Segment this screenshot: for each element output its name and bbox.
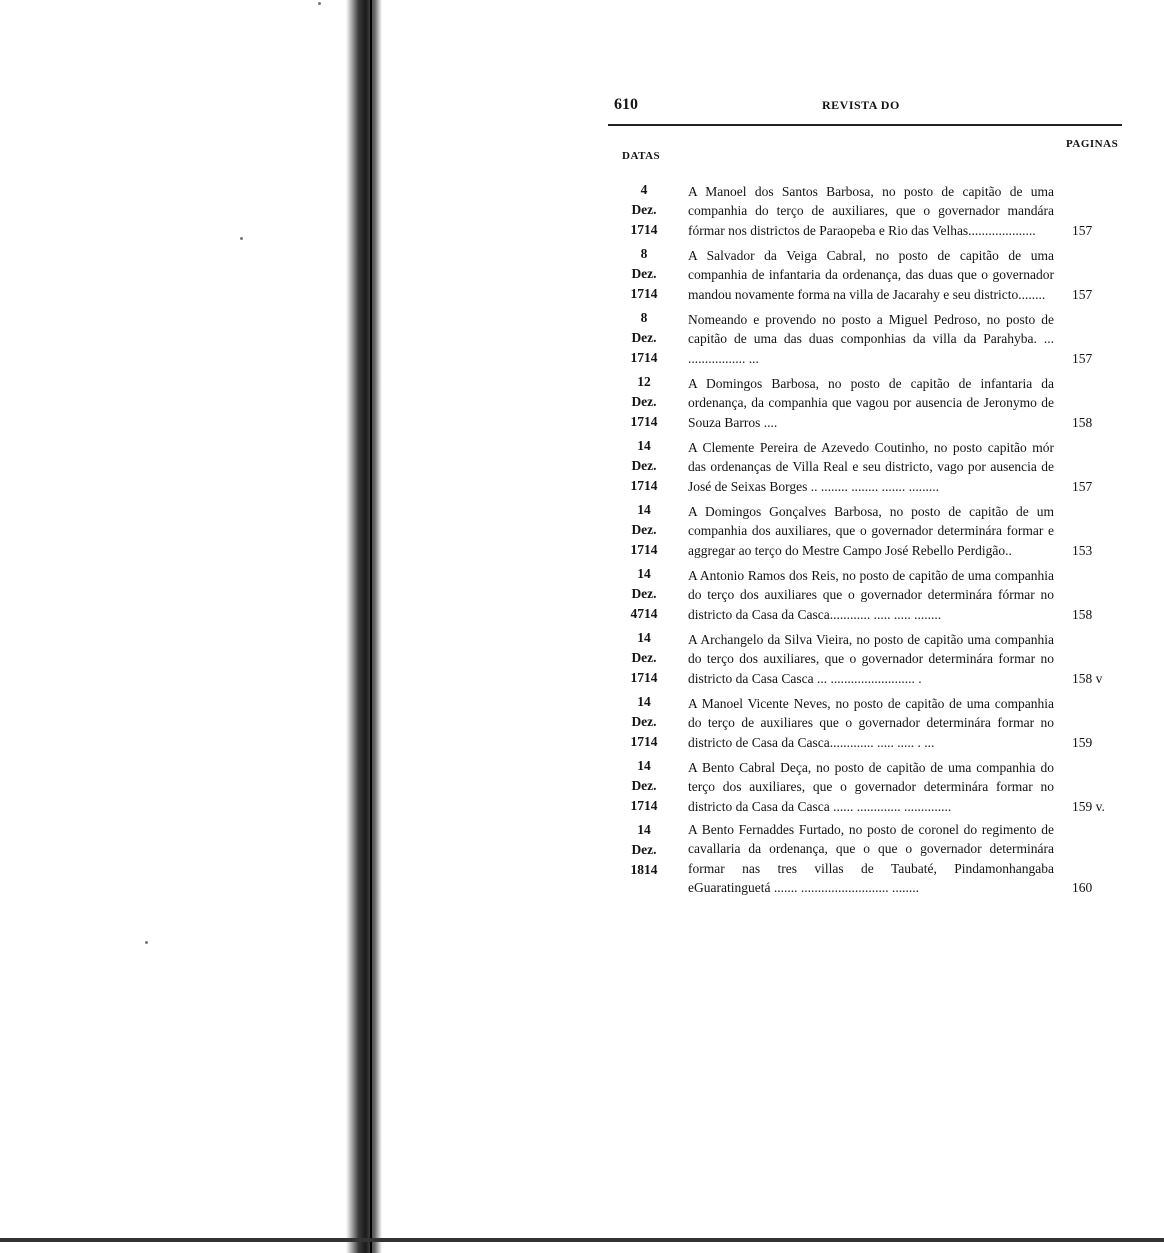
- scan-speck: [145, 941, 148, 944]
- entry-day: 14: [637, 630, 651, 645]
- entry-year: 1714: [630, 670, 658, 685]
- entry-year: 1714: [630, 350, 658, 365]
- entry-pagina: 158 v: [1072, 670, 1103, 686]
- entry-pagina: 157: [1072, 286, 1093, 302]
- entry-date: [608, 308, 680, 368]
- column-headers: [608, 132, 1128, 180]
- entry-date: [608, 180, 680, 240]
- entry-text: A Archangelo da Silva Vieira, no posto de capitão uma companhia do terço dos auxiliares, que o governador determinára formar no districto da Casa Casca ... ......................... .: [688, 632, 1054, 686]
- entry-day: 14: [637, 822, 651, 837]
- entry-text: A Bento Fernaddes Furtado, no posto de coronel do regimento de cavallaria da ordenança, que o que o governador determinára formar nas tres villas de Taubaté, Pindamonhangaba eGuaratinguetá ....... .......................... ........: [688, 822, 1054, 895]
- entry-year: 1714: [630, 478, 658, 493]
- page-bottom-edge: [0, 1238, 1164, 1242]
- scan-speck: [318, 2, 321, 5]
- list-item: [608, 372, 1128, 432]
- entry-day: 14: [637, 502, 651, 517]
- entry-month: Dez.: [631, 266, 657, 281]
- journal-title: REVISTA DO: [822, 98, 900, 112]
- entry-date: [608, 500, 680, 560]
- entry-day: 4: [640, 182, 648, 197]
- entry-month: Dez.: [631, 650, 657, 665]
- document-page: [608, 90, 1128, 901]
- column-header-paginas: PAGINAS: [1066, 138, 1119, 150]
- entry-pagina: 159 v.: [1072, 798, 1105, 814]
- entry-year: 4714: [630, 606, 658, 621]
- entry-month: Dez.: [631, 842, 657, 857]
- entry-pagina: 158: [1072, 606, 1093, 622]
- entry-pagina: 160: [1072, 879, 1093, 895]
- entry-date: [608, 692, 680, 752]
- entry-text: Nomeando e provendo no posto a Miguel Pedroso, no posto de capitão de uma das duas componhias da villa da Parahyba. ... ................. ...: [688, 312, 1054, 366]
- entry-text: A Clemente Pereira de Azevedo Coutinho, no posto capitão mór das ordenanças de Villa Real e seu districto, vago por ausencia de José de Seixas Borges .. ........ ........ ....... .........: [688, 440, 1054, 494]
- list-item: [608, 692, 1128, 752]
- entry-month: Dez.: [631, 202, 657, 217]
- entry-year: 1714: [630, 414, 658, 429]
- entry-text: A Domingos Gonçalves Barbosa, no posto de capitão de um companhia dos auxiliares, que o governador determinára formar e aggregar ao terço do Mestre Campo José Rebello Perdigão..: [688, 504, 1054, 558]
- header-rule: [608, 124, 1122, 126]
- entry-pagina: 157: [1072, 222, 1093, 238]
- entry-year: 1714: [630, 798, 658, 813]
- entry-month: Dez.: [631, 458, 657, 473]
- entry-day: 14: [637, 438, 651, 453]
- list-item: [608, 500, 1128, 560]
- entry-day: 8: [640, 246, 648, 261]
- entry-month: Dez.: [631, 714, 657, 729]
- entry-text: A Salvador da Veiga Cabral, no posto de capitão de uma companhia de infantaria da ordenança, das duas que o governador mandou novamente forma na villa de Jacarahy e seu districto........: [688, 248, 1054, 302]
- entry-pagina: 157: [1072, 350, 1093, 366]
- entry-text: A Manoel Vicente Neves, no posto de capitão de uma companhia do terço de auxiliares que o governador determinára formar no districto de Casa da Casca............. ..... ..... . ...: [688, 696, 1054, 750]
- scan-speck: [240, 237, 243, 240]
- list-item: [608, 628, 1128, 688]
- entry-pagina: 153: [1072, 542, 1093, 558]
- entry-day: 8: [640, 310, 648, 325]
- entry-day: 12: [637, 374, 651, 389]
- entry-date: [608, 756, 680, 816]
- list-item: [608, 180, 1128, 240]
- list-item: [608, 564, 1128, 624]
- entry-month: Dez.: [631, 394, 657, 409]
- entry-day: 14: [637, 758, 651, 773]
- entry-pagina: 159: [1072, 734, 1093, 750]
- book-spine-line: [370, 0, 372, 1253]
- entry-day: 14: [637, 694, 651, 709]
- entry-month: Dez.: [631, 586, 657, 601]
- entry-date: [608, 436, 680, 496]
- entry-day: 14: [637, 566, 651, 581]
- list-item: [608, 436, 1128, 496]
- entry-pagina: 158: [1072, 414, 1093, 430]
- page-number: 610: [614, 96, 638, 113]
- entry-year: 1814: [630, 862, 658, 877]
- book-gutter-shadow: [346, 0, 382, 1253]
- list-item: [608, 308, 1128, 368]
- list-item: [608, 756, 1128, 816]
- entry-year: 1714: [630, 222, 658, 237]
- entry-text: A Bento Cabral Deça, no posto de capitão de uma companhia do terço dos auxiliares, que o governador determinára formar no districto da Casa da Casca ...... ............. ..............: [688, 760, 1054, 814]
- entry-year: 1714: [630, 286, 658, 301]
- entry-date: [608, 244, 680, 304]
- entry-text: A Antonio Ramos dos Reis, no posto de capitão de uma companhia do terço dos auxiliares que o governador determinára fórmar no districto da Casa da Casca............ ..... ..... ........: [688, 568, 1054, 622]
- entry-pagina: 157: [1072, 478, 1093, 494]
- entry-date: [608, 564, 680, 624]
- running-head: [608, 90, 1128, 120]
- column-header-datas: DATAS: [622, 150, 661, 162]
- entry-text: A Domingos Barbosa, no posto de capitão de infantaria da ordenança, da companhia que vagou por ausencia de Jeronymo de Souza Barros ....: [688, 376, 1054, 430]
- entries-list: [608, 180, 1128, 897]
- entry-date: [608, 820, 680, 880]
- entry-month: Dez.: [631, 778, 657, 793]
- entry-date: [608, 628, 680, 688]
- entry-month: Dez.: [631, 522, 657, 537]
- entry-text: A Manoel dos Santos Barbosa, no posto de capitão de uma companhia do terço de auxiliares, que o governador mandára fórmar nos districtos de Paraopeba e Rio das Velhas....................: [688, 184, 1054, 238]
- list-item: [608, 820, 1128, 897]
- list-item: [608, 244, 1128, 304]
- entry-year: 1714: [630, 734, 658, 749]
- entry-year: 1714: [630, 542, 658, 557]
- entry-date: [608, 372, 680, 432]
- entry-month: Dez.: [631, 330, 657, 345]
